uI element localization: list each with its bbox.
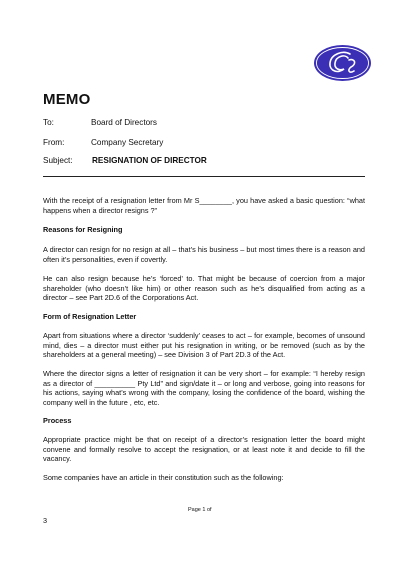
subject-label: Subject: [43,156,73,165]
paragraph-form-1: Apart from situations where a director ‘suddenly’ ceases to act – for example, becomes of unsound mind, dies – a director must either put his resignation in writing, or be removed (such as by the shareholders at a general meeting) – see Division 3 of Part 2D.3 of the Act. [43,331,365,360]
subject-value: RESIGNATION OF DIRECTOR [92,156,207,165]
to-label: To: [43,118,54,127]
section-form [43,312,365,322]
page-footer: Page 1 of [188,507,212,513]
heading-process: Process [43,416,72,425]
from-label: From: [43,138,65,147]
paragraph-reasons-2: He can also resign because he’s ‘forced’ to. That might be because of coercion from a major shareholder (who doesn’t like him) or other reason such as he’s disqualified from acting as a director – see Part 2D.6 of the Corporations Act. [43,274,365,303]
paragraph-process-2: Some companies have an article in their constitution such as the following: [43,473,284,482]
paragraph-reasons-1: A director can resign for no resign at all – that’s his business – but most times there is a reason and often it’s personalities, even if covertly. [43,245,365,264]
section-reasons [43,225,365,235]
to-value: Board of Directors [91,118,157,127]
memo-title: MEMO [43,91,91,108]
logo-badge [314,45,371,81]
intro-paragraph [43,196,365,215]
company-logo [313,44,372,82]
section-process [43,416,365,426]
intro-text: With the receipt of a resignation letter from Mr S________, you have asked a basic question: “what happens when a director resigns ?” [43,196,365,215]
header-divider [43,176,365,177]
paragraph-process-1: Appropriate practice might be that on receipt of a director’s resignation letter the board might convene and formally resolve to accept the resignation, or at least note it and decide to fill the vacancy. [43,435,365,464]
page-total: 3 [43,516,48,525]
heading-form: Form of Resignation Letter [43,312,137,321]
heading-reasons: Reasons for Resigning [43,225,123,234]
paragraph-form-2: Where the director signs a letter of resignation it can be very short – for example: “I hereby resign as a director of __________ Pty Ltd” and sign/date it – or long and verbose, going into reasons for his actions, saying what’s wrong with the company, losing the confidence of the board, wishing the company well in the future , etc, etc. [43,369,365,407]
from-value: Company Secretary [91,138,164,147]
